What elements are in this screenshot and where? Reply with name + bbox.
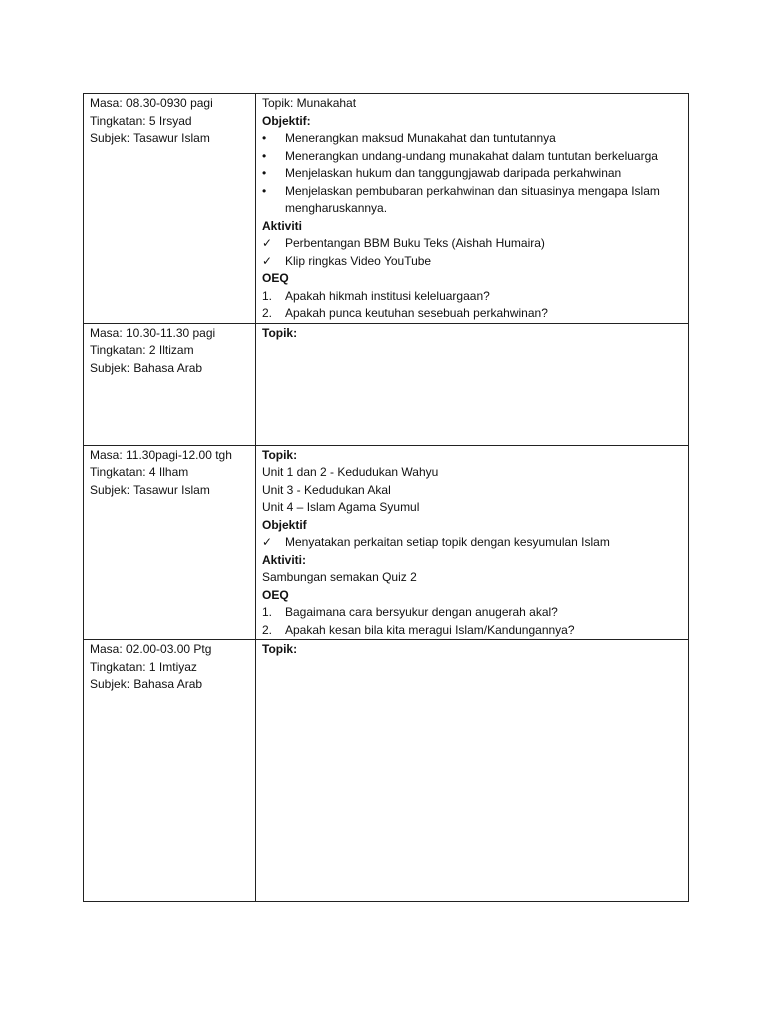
aktiviti-text: Sambungan semakan Quiz 2 <box>262 570 417 584</box>
oeq-item <box>262 622 682 640</box>
oeq-number: 2. <box>262 306 273 320</box>
oeq-number: 1. <box>262 605 273 619</box>
lesson-info-cell <box>84 445 256 640</box>
subjek-text: Subjek: Tasawur Islam <box>90 482 210 497</box>
tingkatan-text: Tingkatan: 1 Imtiyaz <box>90 659 197 674</box>
objektif-text: Menjelaskan hukum dan tanggungjawab daripada perkahwinan <box>285 166 622 180</box>
objektif-item <box>262 534 682 552</box>
unit-text: Unit 3 - Kedudukan Akal <box>262 482 391 497</box>
objektif-text: Menyatakan perkaitan setiap topik dengan kesyumulan Islam <box>285 535 610 549</box>
lesson-row-1 <box>84 94 689 324</box>
lesson-plan-table <box>83 93 689 902</box>
oeq-item <box>262 604 682 622</box>
masa-text: Masa: 11.30pagi-12.00 tgh <box>90 447 232 462</box>
objektif-text: Menerangkan maksud Munakahat dan tuntutannya <box>285 131 556 145</box>
aktiviti-heading: Aktiviti: <box>262 552 307 567</box>
bullet-icon: • <box>262 131 267 145</box>
objektif-item <box>262 165 682 183</box>
objektif-heading: Objektif <box>262 517 307 532</box>
oeq-item <box>262 305 682 323</box>
masa-text: Masa: 02.00-03.00 Ptg <box>90 642 212 656</box>
tingkatan-text: Tingkatan: 5 Irsyad <box>90 113 192 128</box>
lesson-row-4 <box>84 640 689 902</box>
masa-text: Masa: 08.30-0930 pagi <box>90 96 213 110</box>
oeq-heading: OEQ <box>262 271 289 285</box>
unit-text: Unit 1 dan 2 - Kedudukan Wahyu <box>262 465 439 479</box>
lesson-row-2 <box>84 323 689 445</box>
lesson-detail-cell <box>256 323 689 445</box>
topik-heading: Topik: <box>262 447 298 462</box>
objektif-heading: Objektif: <box>262 113 311 128</box>
subjek-text: Subjek: Tasawur Islam <box>90 131 210 145</box>
subjek-text: Subjek: Bahasa Arab <box>90 360 203 375</box>
topik-heading: Topik: <box>262 642 298 656</box>
bullet-icon: • <box>262 148 267 163</box>
lesson-info-cell <box>84 94 256 324</box>
bullet-icon: • <box>262 166 267 180</box>
tingkatan-text: Tingkatan: 4 Ilham <box>90 465 189 479</box>
lesson-detail-cell <box>256 445 689 640</box>
topik-heading: Topik: Munakahat <box>262 96 357 110</box>
subjek-text: Subjek: Bahasa Arab <box>90 677 203 691</box>
objektif-item <box>262 130 682 148</box>
oeq-heading: OEQ <box>262 587 289 602</box>
aktiviti-text: Perbentangan BBM Buku Teks (Aishah Humaira) <box>285 236 545 250</box>
aktiviti-heading: Aktiviti <box>262 218 303 233</box>
objektif-continuation: mengharuskannya. <box>285 201 388 215</box>
oeq-text: Bagaimana cara bersyukur dengan anugerah akal? <box>285 605 558 619</box>
objektif-text: Menerangkan undang-undang munakahat dalam tuntutan berkeluarga <box>285 148 658 163</box>
tingkatan-text: Tingkatan: 2 Iltizam <box>90 343 194 357</box>
check-icon: ✓ <box>262 236 273 250</box>
lesson-info-cell <box>84 640 256 902</box>
oeq-item <box>262 288 682 306</box>
objektif-item <box>262 148 682 166</box>
lesson-info-cell <box>84 323 256 445</box>
aktiviti-text: Klip ringkas Video YouTube <box>285 253 432 268</box>
masa-text: Masa: 10.30-11.30 pagi <box>90 325 216 340</box>
aktiviti-item <box>262 235 682 253</box>
lesson-detail-cell <box>256 640 689 902</box>
oeq-text: Apakah hikmah institusi keleluargaan? <box>285 288 490 303</box>
check-icon: ✓ <box>262 253 273 268</box>
oeq-number: 2. <box>262 622 273 637</box>
topik-heading: Topik: <box>262 325 298 340</box>
objektif-text: Menjelaskan pembubaran perkahwinan dan situasinya mengapa Islam <box>285 183 660 198</box>
oeq-number: 1. <box>262 288 273 303</box>
lesson-row-3 <box>84 445 689 640</box>
bullet-icon: • <box>262 183 267 198</box>
check-icon: ✓ <box>262 535 273 549</box>
oeq-text: Apakah kesan bila kita meragui Islam/Kandungannya? <box>285 622 575 637</box>
lesson-detail-cell <box>256 94 689 324</box>
unit-text: Unit 4 – Islam Agama Syumul <box>262 500 420 514</box>
objektif-item <box>262 183 682 201</box>
oeq-text: Apakah punca keutuhan sesebuah perkahwinan? <box>285 306 548 320</box>
aktiviti-item <box>262 253 682 271</box>
